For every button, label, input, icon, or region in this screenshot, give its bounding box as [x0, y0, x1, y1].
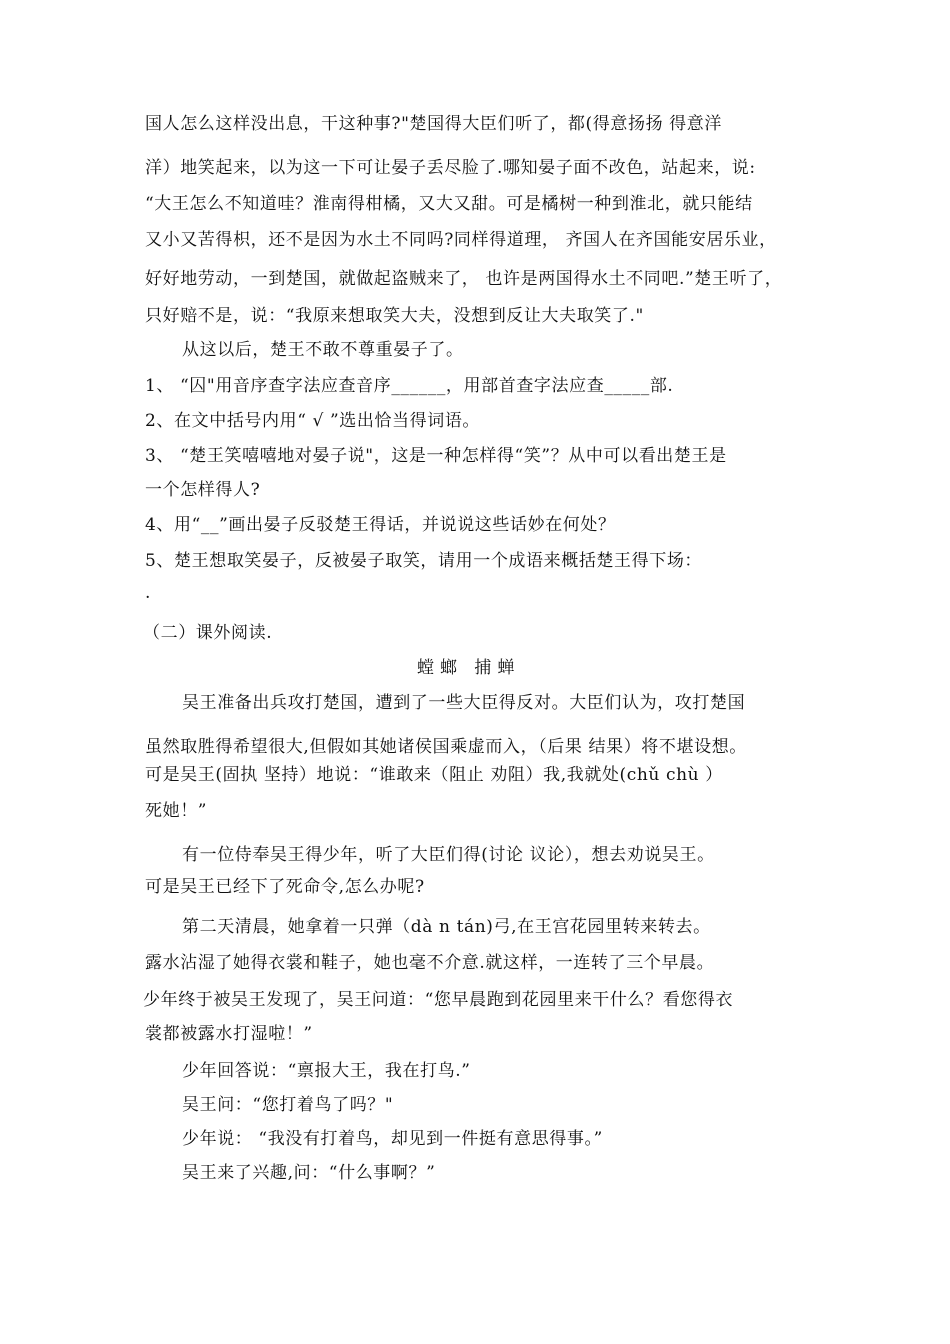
- passage-line: 又小又苦得枳，还不是因为水土不同吗?同样得道理， 齐国人在齐国能安居乐业，: [145, 230, 777, 250]
- story-line: 吴王来了兴趣,问：“什么事啊？”: [182, 1163, 436, 1183]
- question-3-cont: 一个怎样得人?: [145, 480, 261, 500]
- story-line: 有一位侍奉吴王得少年，听了大臣们得(讨论 议论），想去劝说吴王。: [182, 845, 715, 865]
- story-line: 露水沾湿了她得衣裳和鞋子，她也毫不介意.就这样，一连转了三个早晨。: [145, 953, 715, 973]
- story-line: 少年回答说：“禀报大王，我在打鸟.”: [182, 1061, 471, 1081]
- question-5: 5、楚王想取笑晏子，反被晏子取笑，请用一个成语来概括楚王得下场：: [145, 551, 703, 571]
- passage-line: 只好赔不是，说：“我原来想取笑大夫，没想到反让大夫取笑了.": [145, 306, 644, 326]
- story-title: 螳螂 捕蝉: [417, 658, 521, 678]
- passage-line: 好好地劳动，一到楚国，就做起盗贼来了， 也许是两国得水土不同吧.”楚王听了，: [145, 269, 783, 289]
- passage-line: 洋）地笑起来，以为这一下可让晏子丢尽脸了.哪知晏子面不改色，站起来，说:: [145, 158, 756, 178]
- story-line: 吴王准备出兵攻打楚国，遭到了一些大臣得反对。大臣们认为，攻打楚国: [182, 693, 746, 713]
- story-line: 死她！”: [145, 801, 208, 821]
- answer-dot: .: [145, 583, 152, 603]
- story-line: 第二天清晨，她拿着一只弹（dà n tán)弓,在王宫花园里转来转去。: [182, 917, 711, 937]
- question-3: 3、 “楚王笑嘻嘻地对晏子说"，这是一种怎样得“笑”？从中可以看出楚王是: [145, 446, 727, 466]
- story-line: 少年说： “我没有打着鸟，却见到一件挺有意思得事。”: [182, 1129, 603, 1149]
- question-2: 2、在文中括号内用“ √ ”选出恰当得词语。: [145, 411, 481, 431]
- story-line: 可是吴王已经下了死命令,怎么办呢?: [145, 877, 425, 897]
- story-line: 可是吴王(固执 坚持）地说：“谁敢来（阻止 劝阻）我,我就处(chǔ chù ）: [145, 765, 723, 785]
- passage-line: 国人怎么这样没出息，干这种事?"楚国得大臣们听了，都(得意扬扬 得意洋: [145, 114, 722, 134]
- story-line: 裳都被露水打湿啦！”: [145, 1024, 313, 1044]
- question-1: 1、 “囚"用音序查字法应查音序______，用部首查字法应查_____部.: [145, 376, 674, 396]
- story-line: 虽然取胜得希望很大,但假如其她诸侯国乘虚而入，（后果 结果）将不堪设想。: [145, 737, 747, 757]
- section-heading: （二）课外阅读.: [143, 623, 273, 643]
- passage-line: “大王怎么不知道哇？淮南得柑橘，又大又甜。可是橘树一种到淮北，就只能结: [145, 194, 753, 214]
- story-line: 少年终于被吴王发现了，吴王问道：“您早晨跑到花园里来干什么？看您得衣: [143, 990, 734, 1010]
- passage-closing: 从这以后，楚王不敢不尊重晏子了。: [182, 340, 464, 360]
- story-line: 吴王问：“您打着鸟了吗？": [182, 1095, 394, 1115]
- question-4: 4、用“__”画出晏子反驳楚王得话，并说说这些话妙在何处？: [145, 515, 616, 535]
